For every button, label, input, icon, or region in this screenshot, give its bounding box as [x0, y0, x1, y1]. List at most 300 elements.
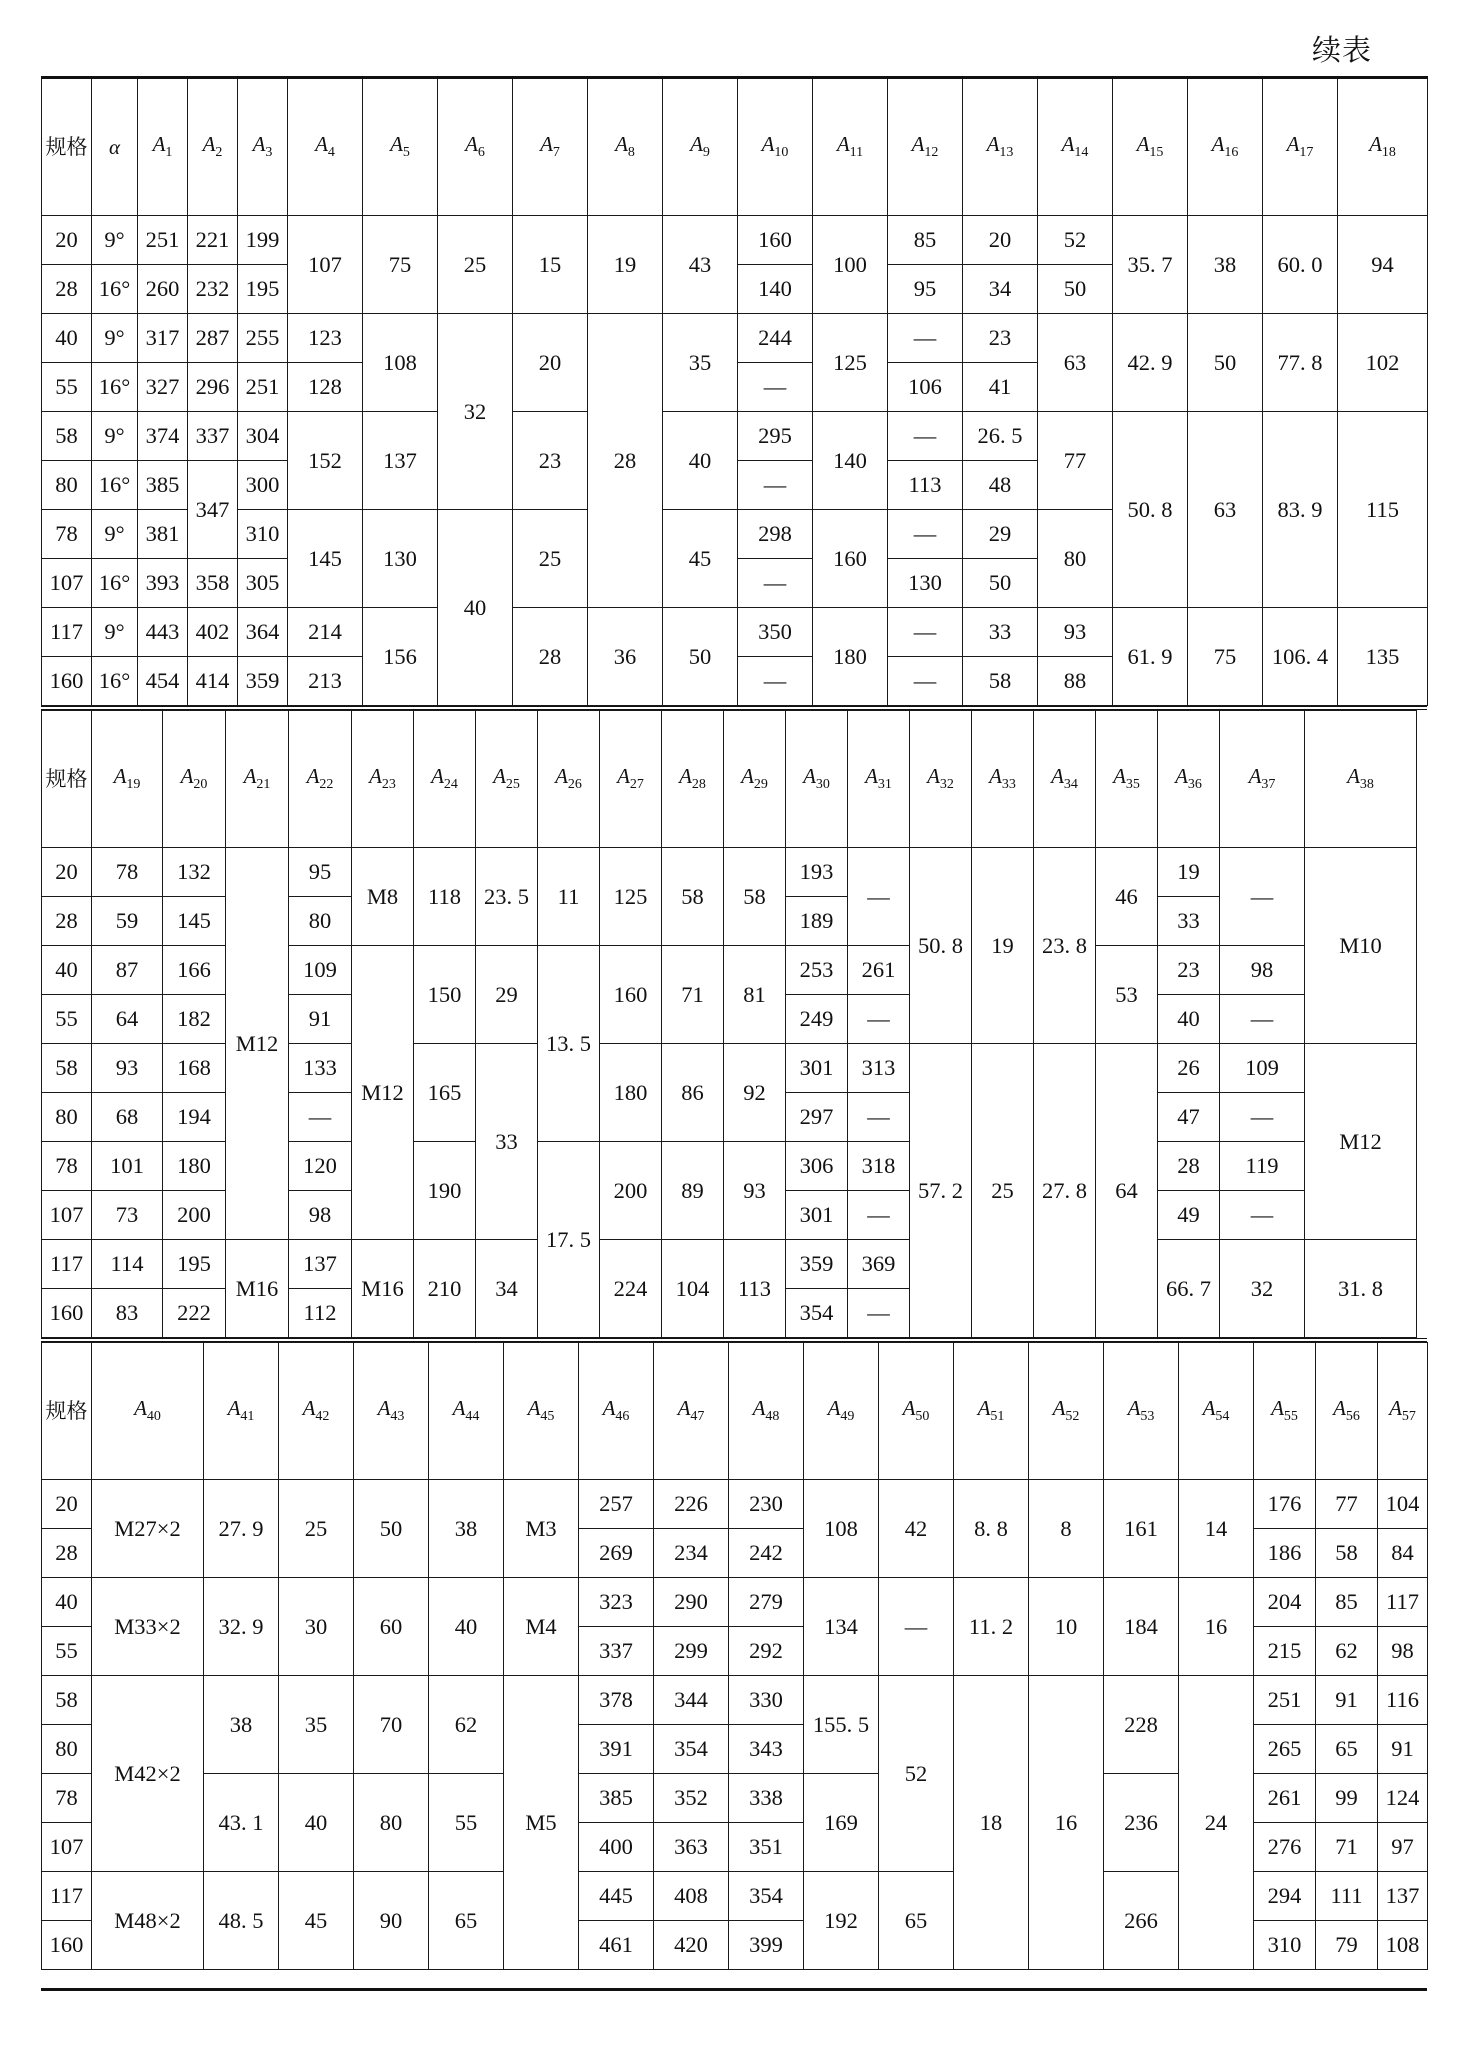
table-cell: 290: [654, 1578, 729, 1627]
table-cell: 40: [438, 510, 513, 706]
table-cell: 92: [724, 1044, 786, 1142]
table-cell: 251: [138, 216, 188, 265]
table-cell: 160: [600, 946, 662, 1044]
column-header: $A_{16}$: [1188, 78, 1263, 216]
table-cell: 194: [163, 1093, 226, 1142]
table-cell: 107: [42, 1823, 92, 1872]
table-cell: —: [1220, 995, 1305, 1044]
table-cell: 180: [600, 1044, 662, 1142]
table-cell: 297: [786, 1093, 848, 1142]
bottom-rule: [41, 1988, 1427, 1991]
table-cell: 330: [729, 1676, 804, 1725]
column-header: 规格: [42, 78, 92, 216]
table-cell: 80: [289, 897, 352, 946]
table-row: [42, 1240, 1417, 1289]
table-cell: 20: [42, 1480, 92, 1529]
column-header: $A_{40}$: [92, 1343, 204, 1480]
table-cell: 48. 5: [204, 1872, 279, 1970]
table-cell: 402: [188, 608, 238, 657]
table-cell: 399: [729, 1921, 804, 1970]
table-cell: 68: [92, 1093, 163, 1142]
table-cell: 222: [163, 1289, 226, 1338]
table-row: [42, 1578, 1428, 1627]
table-cell: M10: [1305, 848, 1417, 1044]
table-cell: 160: [738, 216, 813, 265]
table-cell: 34: [963, 265, 1038, 314]
table-cell: 98: [1378, 1627, 1428, 1676]
table-cell: 91: [289, 995, 352, 1044]
table-cell: 89: [662, 1142, 724, 1240]
table-cell: 317: [138, 314, 188, 363]
table-cell: 363: [654, 1823, 729, 1872]
table-cell: —: [1220, 1191, 1305, 1240]
table-cell: 160: [42, 657, 92, 706]
column-header: $A_9$: [663, 78, 738, 216]
table-cell: —: [848, 995, 910, 1044]
table-cell: 64: [92, 995, 163, 1044]
table-cell: 310: [238, 510, 288, 559]
table-cell: 16°: [92, 265, 138, 314]
table-cell: 266: [1104, 1872, 1179, 1970]
table-cell: 251: [1254, 1676, 1316, 1725]
table-cell: 117: [1378, 1578, 1428, 1627]
table-cell: 42. 9: [1113, 314, 1188, 412]
table-cell: 358: [188, 559, 238, 608]
table-cell: 104: [662, 1240, 724, 1338]
table-cell: 130: [888, 559, 963, 608]
column-header: $A_{19}$: [92, 711, 163, 848]
table-cell: 58: [42, 412, 92, 461]
table-cell: 213: [288, 657, 363, 706]
table-cell: 140: [813, 412, 888, 510]
table-cell: 182: [163, 995, 226, 1044]
table-cell: 443: [138, 608, 188, 657]
table-cell: 32. 9: [204, 1578, 279, 1676]
table-cell: 338: [729, 1774, 804, 1823]
table-cell: 101: [92, 1142, 163, 1191]
table-cell: 35: [663, 314, 738, 412]
table-cell: 91: [1316, 1676, 1378, 1725]
column-header: $A_{43}$: [354, 1343, 429, 1480]
table-cell: 292: [729, 1627, 804, 1676]
table-cell: 14: [1179, 1480, 1254, 1578]
column-header: $A_6$: [438, 78, 513, 216]
table-cell: 27. 9: [204, 1480, 279, 1578]
table-cell: —: [738, 657, 813, 706]
table-cell: 145: [288, 510, 363, 608]
table-cell: 112: [289, 1289, 352, 1338]
table-cell: 109: [289, 946, 352, 995]
table-cell: 71: [662, 946, 724, 1044]
table-cell: 445: [579, 1872, 654, 1921]
table-cell: 108: [804, 1480, 879, 1578]
table-cell: 134: [804, 1578, 879, 1676]
header-row: [42, 78, 1428, 216]
table-cell: 98: [1220, 946, 1305, 995]
table-cell: 369: [848, 1240, 910, 1289]
table-cell: 23: [1158, 946, 1220, 995]
table-cell: 113: [724, 1240, 786, 1338]
table-cell: 107: [42, 559, 92, 608]
table-cell: 104: [1378, 1480, 1428, 1529]
column-header: α: [92, 78, 138, 216]
column-header: $A_{25}$: [476, 711, 538, 848]
table-cell: 9°: [92, 510, 138, 559]
table-cell: 169: [804, 1774, 879, 1872]
table-cell: 78: [42, 1142, 92, 1191]
table-cell: 184: [1104, 1578, 1179, 1676]
table-cell: 242: [729, 1529, 804, 1578]
table-cell: 327: [138, 363, 188, 412]
table-cell: 111: [1316, 1872, 1378, 1921]
table-cell: 40: [42, 1578, 92, 1627]
table-cell: 28: [42, 1529, 92, 1578]
table-cell: 52: [879, 1676, 954, 1872]
table-cell: 295: [738, 412, 813, 461]
table-cell: 34: [476, 1240, 538, 1338]
table-cell: 40: [1158, 995, 1220, 1044]
column-header: $A_3$: [238, 78, 288, 216]
table-cell: 195: [238, 265, 288, 314]
table-cell: —: [1220, 1093, 1305, 1142]
table-cell: 20: [963, 216, 1038, 265]
table-cell: 180: [813, 608, 888, 706]
table-cell: 78: [92, 848, 163, 897]
table-cell: 9°: [92, 216, 138, 265]
table-cell: 80: [354, 1774, 429, 1872]
table-cell: 13. 5: [538, 946, 600, 1142]
table-cell: 118: [414, 848, 476, 946]
table-cell: 299: [654, 1627, 729, 1676]
table-cell: 454: [138, 657, 188, 706]
table-cell: 93: [1038, 608, 1113, 657]
header-row: [42, 1343, 1428, 1480]
table-cell: 80: [42, 1093, 92, 1142]
table-cell: 33: [963, 608, 1038, 657]
table-cell: 58: [963, 657, 1038, 706]
table-cell: 91: [1378, 1725, 1428, 1774]
table-cell: 35. 7: [1113, 216, 1188, 314]
column-header: 规格: [42, 711, 92, 848]
table-cell: 17. 5: [538, 1142, 600, 1338]
table-cell: M3: [504, 1480, 579, 1578]
table-cell: 249: [786, 995, 848, 1044]
column-header: $A_{14}$: [1038, 78, 1113, 216]
table-cell: 28: [513, 608, 588, 706]
table-row: [42, 412, 1428, 461]
table-cell: 16°: [92, 657, 138, 706]
column-header: $A_{24}$: [414, 711, 476, 848]
table-cell: 94: [1338, 216, 1428, 314]
table-cell: 106: [888, 363, 963, 412]
column-header: $A_{56}$: [1316, 1343, 1378, 1480]
table-cell: 381: [138, 510, 188, 559]
table-cell: 47: [1158, 1093, 1220, 1142]
table-cell: 10: [1029, 1578, 1104, 1676]
table-cell: 23. 8: [1034, 848, 1096, 1044]
table-cell: 354: [786, 1289, 848, 1338]
table-cell: 234: [654, 1529, 729, 1578]
table-cell: M48×2: [92, 1872, 204, 1970]
table-cell: 50. 8: [1113, 412, 1188, 608]
table-cell: 41: [963, 363, 1038, 412]
table-cell: 391: [579, 1725, 654, 1774]
table-cell: 253: [786, 946, 848, 995]
table-cell: 214: [288, 608, 363, 657]
table-cell: 90: [354, 1872, 429, 1970]
table-cell: 125: [600, 848, 662, 946]
column-header: $A_{18}$: [1338, 78, 1428, 216]
table-cell: —: [888, 412, 963, 461]
column-header: $A_{26}$: [538, 711, 600, 848]
table-cell: 50: [354, 1480, 429, 1578]
column-header: $A_4$: [288, 78, 363, 216]
table-cell: 95: [888, 265, 963, 314]
table-cell: 145: [163, 897, 226, 946]
table-cell: 16: [1179, 1578, 1254, 1676]
table-cell: 359: [238, 657, 288, 706]
table-cell: 80: [1038, 510, 1113, 608]
table-cell: 294: [1254, 1872, 1316, 1921]
table-cell: 31. 8: [1305, 1240, 1417, 1338]
table-cell: 40: [663, 412, 738, 510]
table-cell: 133: [289, 1044, 352, 1093]
table-cell: M33×2: [92, 1578, 204, 1676]
table-cell: 108: [1378, 1921, 1428, 1970]
table-cell: 55: [429, 1774, 504, 1872]
table-cell: M12: [1305, 1044, 1417, 1240]
table-cell: 23: [963, 314, 1038, 363]
table-cell: 53: [1096, 946, 1158, 1044]
column-header: $A_{17}$: [1263, 78, 1338, 216]
table-cell: 77: [1038, 412, 1113, 510]
table-cell: 32: [1220, 1240, 1305, 1338]
table-cell: 244: [738, 314, 813, 363]
column-header: $A_{29}$: [724, 711, 786, 848]
table-cell: 236: [1104, 1774, 1179, 1872]
table-cell: 190: [414, 1142, 476, 1240]
column-header: $A_{34}$: [1034, 711, 1096, 848]
table-cell: 160: [42, 1921, 92, 1970]
table-row: [42, 608, 1428, 657]
table-cell: 36: [588, 608, 663, 706]
table-cell: 9°: [92, 412, 138, 461]
table-cell: 50: [1188, 314, 1263, 412]
table-cell: 49: [1158, 1191, 1220, 1240]
table-cell: 8. 8: [954, 1480, 1029, 1578]
column-header: $A_5$: [363, 78, 438, 216]
column-header: $A_{35}$: [1096, 711, 1158, 848]
table-cell: 132: [163, 848, 226, 897]
table-cell: 63: [1188, 412, 1263, 608]
table-cell: 16°: [92, 461, 138, 510]
table-cell: 124: [1378, 1774, 1428, 1823]
column-header: $A_{37}$: [1220, 711, 1305, 848]
table-cell: 344: [654, 1676, 729, 1725]
table-cell: 260: [138, 265, 188, 314]
table-cell: 119: [1220, 1142, 1305, 1191]
table-cell: 15: [513, 216, 588, 314]
column-header: $A_{36}$: [1158, 711, 1220, 848]
table-cell: 50: [963, 559, 1038, 608]
table-cell: 20: [42, 216, 92, 265]
column-header: $A_{27}$: [600, 711, 662, 848]
column-header: $A_{50}$: [879, 1343, 954, 1480]
table-cell: 116: [1378, 1676, 1428, 1725]
table-row: [42, 1676, 1428, 1725]
table-cell: 75: [1188, 608, 1263, 706]
table-cell: 25: [513, 510, 588, 608]
table-cell: —: [888, 608, 963, 657]
table-cell: —: [848, 1289, 910, 1338]
table-cell: 25: [972, 1044, 1034, 1338]
table-cell: 40: [42, 314, 92, 363]
table-cell: 255: [238, 314, 288, 363]
table-cell: 19: [588, 216, 663, 314]
table-cell: 354: [729, 1872, 804, 1921]
table-cell: 414: [188, 657, 238, 706]
table-cell: 168: [163, 1044, 226, 1093]
table-cell: 186: [1254, 1529, 1316, 1578]
table-cell: 25: [438, 216, 513, 314]
table-cell: 9°: [92, 314, 138, 363]
table-cell: —: [1220, 848, 1305, 946]
column-header: $A_{12}$: [888, 78, 963, 216]
column-header: $A_{32}$: [910, 711, 972, 848]
table-cell: 16: [1029, 1676, 1104, 1970]
table-cell: 265: [1254, 1725, 1316, 1774]
table-cell: 228: [1104, 1676, 1179, 1774]
table-cell: M16: [226, 1240, 289, 1338]
table-cell: 86: [662, 1044, 724, 1142]
table-cell: 109: [1220, 1044, 1305, 1093]
table-row: [42, 1480, 1428, 1529]
table-cell: 58: [724, 848, 786, 946]
table-cell: 24: [1179, 1676, 1254, 1970]
table-cell: 84: [1378, 1529, 1428, 1578]
table-cell: M42×2: [92, 1676, 204, 1872]
table-cell: 60. 0: [1263, 216, 1338, 314]
table-cell: 189: [786, 897, 848, 946]
table-cell: 120: [289, 1142, 352, 1191]
table-cell: 73: [92, 1191, 163, 1240]
column-header: $A_{23}$: [352, 711, 414, 848]
table-cell: 57. 2: [910, 1044, 972, 1338]
table-cell: 8: [1029, 1480, 1104, 1578]
table-cell: 52: [1038, 216, 1113, 265]
table-cell: 40: [429, 1578, 504, 1676]
table-cell: M4: [504, 1578, 579, 1676]
table-cell: 400: [579, 1823, 654, 1872]
table-cell: 261: [1254, 1774, 1316, 1823]
table-cell: 221: [188, 216, 238, 265]
table-cell: 46: [1096, 848, 1158, 946]
table-cell: 117: [42, 608, 92, 657]
column-header: $A_{30}$: [786, 711, 848, 848]
table-cell: 88: [1038, 657, 1113, 706]
table-cell: 199: [238, 216, 288, 265]
column-header: $A_1$: [138, 78, 188, 216]
table-cell: 337: [188, 412, 238, 461]
table-cell: 107: [288, 216, 363, 314]
table-cell: 27. 8: [1034, 1044, 1096, 1338]
table-cell: 279: [729, 1578, 804, 1627]
table-cell: 64: [1096, 1044, 1158, 1338]
table-cell: 300: [238, 461, 288, 510]
column-header: $A_{54}$: [1179, 1343, 1254, 1480]
table-cell: 257: [579, 1480, 654, 1529]
table-cell: 125: [813, 314, 888, 412]
table-cell: 58: [42, 1044, 92, 1093]
table-cell: 20: [513, 314, 588, 412]
table-cell: 343: [729, 1725, 804, 1774]
table-cell: —: [888, 657, 963, 706]
table-cell: 304: [238, 412, 288, 461]
table-cell: 108: [363, 314, 438, 412]
table-cell: 102: [1338, 314, 1428, 412]
table-cell: 28: [588, 314, 663, 608]
table-cell: 65: [429, 1872, 504, 1970]
table-cell: 461: [579, 1921, 654, 1970]
column-header: $A_{13}$: [963, 78, 1038, 216]
table-cell: 19: [972, 848, 1034, 1044]
table-cell: 232: [188, 265, 238, 314]
table-cell: 301: [786, 1191, 848, 1240]
table-row: [42, 848, 1417, 897]
column-header: $A_{11}$: [813, 78, 888, 216]
table-cell: 269: [579, 1529, 654, 1578]
column-header: $A_{21}$: [226, 711, 289, 848]
table-cell: 45: [663, 510, 738, 608]
table-cell: 310: [1254, 1921, 1316, 1970]
table-cell: 38: [1188, 216, 1263, 314]
table-cell: —: [848, 1191, 910, 1240]
table-cell: 28: [42, 897, 92, 946]
column-header: $A_{52}$: [1029, 1343, 1104, 1480]
table-cell: 113: [888, 461, 963, 510]
table-cell: 318: [848, 1142, 910, 1191]
column-header: $A_{38}$: [1305, 711, 1417, 848]
table-cell: 200: [163, 1191, 226, 1240]
table-cell: —: [888, 314, 963, 363]
table-cell: 378: [579, 1676, 654, 1725]
table-cell: 38: [204, 1676, 279, 1774]
table-cell: 75: [363, 216, 438, 314]
table-cell: 85: [1316, 1578, 1378, 1627]
table-cell: —: [848, 1093, 910, 1142]
table-cell: 65: [879, 1872, 954, 1970]
table-cell: 130: [363, 510, 438, 608]
table-cell: 165: [414, 1044, 476, 1142]
table-cell: 215: [1254, 1627, 1316, 1676]
table-cell: 180: [163, 1142, 226, 1191]
table-cell: 313: [848, 1044, 910, 1093]
table-cell: 40: [42, 946, 92, 995]
table-cell: 306: [786, 1142, 848, 1191]
column-header: $A_{48}$: [729, 1343, 804, 1480]
table-cell: 166: [163, 946, 226, 995]
table-cell: 323: [579, 1578, 654, 1627]
table-cell: —: [738, 363, 813, 412]
table-cell: 420: [654, 1921, 729, 1970]
table-cell: 176: [1254, 1480, 1316, 1529]
table-cell: 62: [429, 1676, 504, 1774]
table-cell: M12: [352, 946, 414, 1240]
column-header: $A_{33}$: [972, 711, 1034, 848]
table-cell: 385: [579, 1774, 654, 1823]
column-header: $A_{10}$: [738, 78, 813, 216]
table-cell: —: [888, 510, 963, 559]
